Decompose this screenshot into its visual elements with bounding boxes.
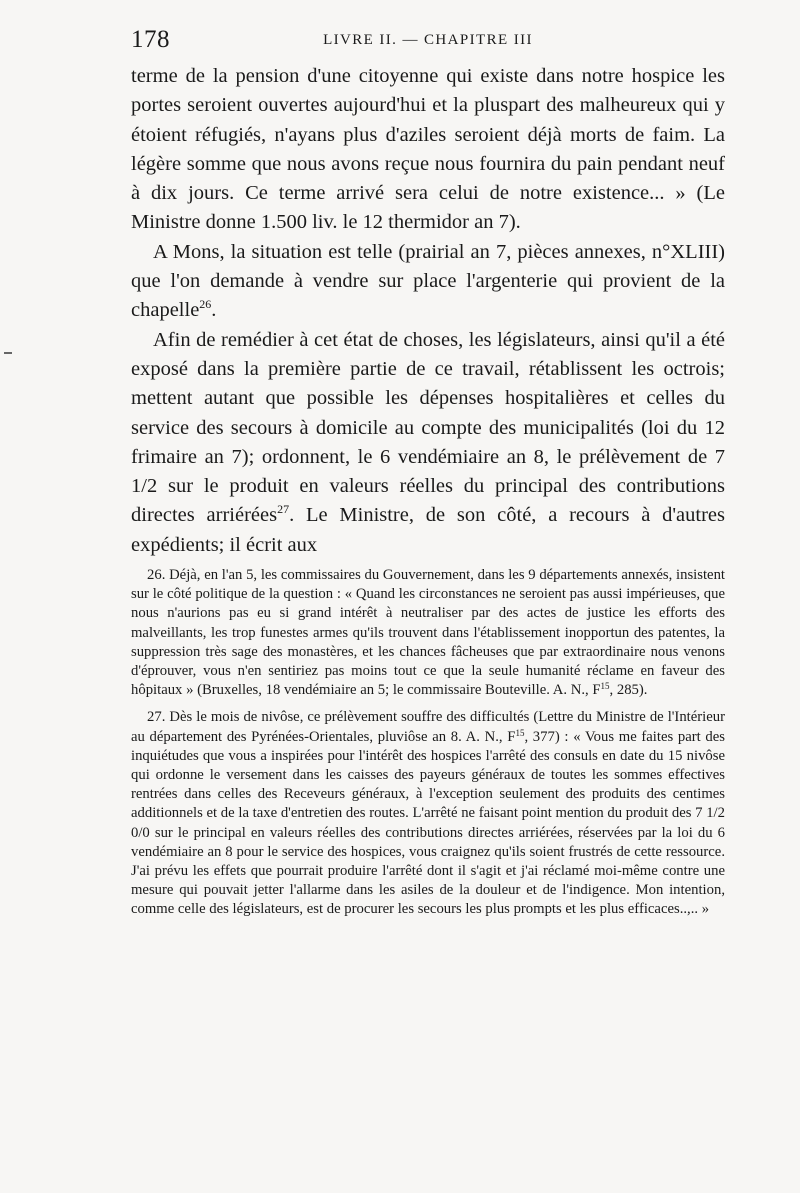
running-title: LIVRE II. — CHAPITRE III bbox=[323, 32, 533, 48]
footnote-text-end: , 377) : « Vous me faites part des inquiétudes que vous a inspirées pour l'intérêt des hospices l'arrêté des consuls en date du 15 nivôse qui ordonne le versement dans les caisses des payeurs généraux de toutes les sommes effectives rentrées dans celles des Receveurs généraux, à l'exception seulement des produits des centimes additionnels et de la taxe d'entretien des routes. L'arrêté ne faisant point mention du produit des 7 1/2 0/0 sur le principal en valeurs réelles des contributions directes arriérées, réservées par la loi du 6 vendémiaire an 8 pour le service des hospices, vous craignez qu'ils soient frustrés de cette ressource. J'ai prévu les effets que pourrait produire l'arrêté dont il s'agit et j'ai réclamé moi-même contre une mesure qui pouvait jetter l'allarme dans les asiles de la douleur et de l'indigence. Mon intention, comme celle des législateurs, est de procurer les secours les plus prompts et les plus efficaces..,.. » bbox=[131, 728, 726, 918]
paragraph-text-end: . bbox=[211, 299, 217, 322]
footnotes bbox=[131, 566, 725, 920]
footnote-ref-27[interactable]: 27 bbox=[277, 502, 290, 517]
footnote-text: 27. Dès le mois de nivôse, ce prélèvement souffre des difficultés (Lettre du Ministre de l'Intérieur au département des Pyrénées-Orientales, pluviôse an 8. A. N., F bbox=[131, 709, 725, 745]
paragraph-continued bbox=[131, 62, 725, 238]
main-text bbox=[131, 62, 725, 560]
footnote-26 bbox=[131, 566, 725, 700]
footnote-text: 26. Déjà, en l'an 5, les commissaires du Gouvernement, dans les 9 départements annexés, insistent sur le côté politique de la question : « Quand les circonstances ne seroient pas aussi impérieuses, que nous n'aurions pas eu si grand intérêt à neutraliser par des actes de justice les efforts des malveillants, les trop funestes armes qu'ils trouvent dans l'établissement inopportun des patentes, la suppression très sage des monastères, et les chances fâcheuses que par extraordinaire nous venons d'éprouver, vous n'en sentiriez pas moins tout ce que la seule humanité réclame en faveur des hôpitaux » (Bruxelles, 18 vendémiaire an 5; le commissaire Bouteville. A. N., F bbox=[131, 567, 725, 699]
footnote-27 bbox=[131, 708, 725, 919]
footnote-text-end: , 285). bbox=[609, 682, 648, 699]
paragraph-text: Afin de remédier à cet état de choses, les législateurs, ainsi qu'il a été exposé dans la première partie de ce travail, rétablissent les octrois; mettent autant que possible les dépenses hospitalières et celles du service des secours à domicile au compte des municipalités (loi du 12 frimaire an 7); ordonnent, le 6 vendémiaire an 8, le prélèvement de 7 1/2 sur le produit en valeurs réelles du principal des contributions directes arriérées bbox=[131, 328, 725, 527]
margin-mark bbox=[4, 352, 12, 354]
running-head bbox=[131, 26, 725, 56]
paragraph-text: terme de la pension d'une citoyenne qui existe dans notre hospice les portes seroient ouvertes aujourd'hui et la pluspart des malheureux qui y étoient réfugiés, n'ayans plus d'aziles seroient déjà morts de faim. La légère somme que nous avons reçue nous fournira du pain pendant neuf à dix jours. Ce terme arrivé sera celui de notre existence... » (Le Ministre donne 1.500 liv. le 12 thermidor an 7). bbox=[131, 65, 725, 234]
footnote-ref-26[interactable]: 26 bbox=[199, 297, 212, 312]
paragraph-mons bbox=[131, 238, 725, 326]
footnote-sup: 15 bbox=[600, 681, 610, 692]
paragraph-text-end: . Le Ministre, de son côté, a recours à d'autres expédients; il écrit aux bbox=[131, 504, 725, 556]
paragraph-text: A Mons, la situation est telle (prairial an 7, pièces annexes, n°XLIII) que l'on demande à vendre sur place l'argenterie qui provient de la chapelle bbox=[131, 240, 725, 322]
footnote-sup: 15 bbox=[515, 727, 525, 738]
page-number: 178 bbox=[131, 26, 170, 53]
paragraph-remedier bbox=[131, 326, 725, 560]
